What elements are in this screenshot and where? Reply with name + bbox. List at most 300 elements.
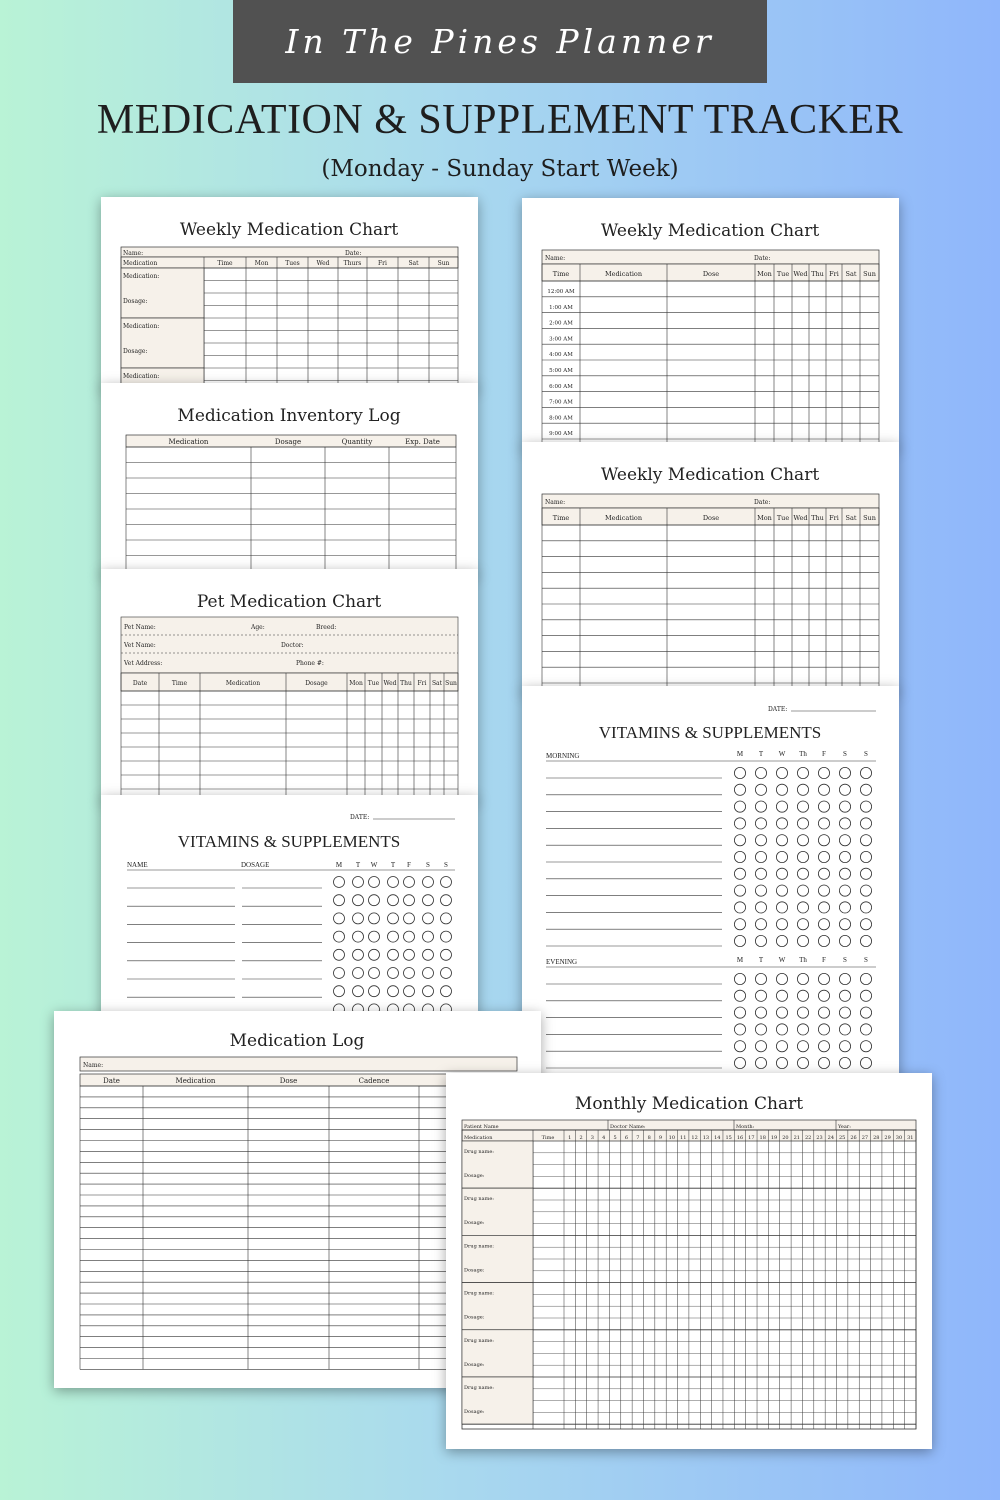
column-header-mon: Mon — [254, 260, 269, 267]
column-header-label: Fri — [829, 514, 839, 522]
medication-column-label: Medication — [464, 1135, 493, 1141]
check-circle — [734, 935, 745, 946]
check-circle — [388, 986, 399, 997]
log-column-header-label: Date — [103, 1077, 120, 1085]
day-number: 10 — [668, 1135, 676, 1141]
check-circle — [388, 877, 399, 888]
check-circle — [423, 877, 434, 888]
check-circle — [797, 784, 808, 795]
column-header-label: Time — [552, 270, 570, 278]
check-circle — [776, 1041, 787, 1052]
check-circle — [860, 784, 871, 795]
check-circle — [404, 986, 415, 997]
weekly-medication-chart-graphic — [101, 197, 478, 389]
day-letter: T — [758, 750, 764, 758]
check-circle — [797, 767, 808, 778]
pet-column-header-label: Sun — [445, 680, 457, 687]
vet-address-label: Vet Address: — [124, 660, 163, 667]
day-number: 18 — [759, 1135, 766, 1141]
check-circle — [441, 968, 452, 979]
check-circle — [797, 851, 808, 862]
check-circle — [797, 990, 808, 1001]
date-label: Date: — [345, 250, 362, 257]
check-circle — [776, 767, 787, 778]
day-number: 28 — [873, 1135, 880, 1141]
sheet-title: Medication Inventory Log — [177, 406, 401, 426]
check-circle — [441, 986, 452, 997]
check-circle — [369, 877, 380, 888]
check-circle — [353, 968, 364, 979]
day-letter: Th — [799, 750, 807, 758]
check-circle — [860, 835, 871, 846]
check-circle — [388, 949, 399, 960]
day-letter: T — [355, 861, 361, 869]
day-number: 4 — [602, 1135, 606, 1141]
sheet-title: Weekly Medication Chart — [179, 220, 399, 240]
pet-column-header-label: Sat — [431, 680, 443, 687]
day-number: 3 — [590, 1135, 594, 1141]
check-circle — [818, 1007, 829, 1018]
day-number: 1 — [568, 1135, 572, 1141]
column-header-sun: Sun — [437, 260, 450, 267]
day-letter: S — [864, 750, 868, 758]
check-circle — [755, 835, 766, 846]
name-bar — [80, 1057, 517, 1071]
check-circle — [334, 877, 345, 888]
breed-label: Breed: — [316, 624, 337, 631]
check-circle — [441, 895, 452, 906]
medication-field-label: Medication: — [123, 273, 160, 280]
check-circle — [860, 885, 871, 896]
check-circle — [776, 851, 787, 862]
check-circle — [776, 784, 787, 795]
day-number: 17 — [748, 1135, 755, 1141]
check-circle — [797, 835, 808, 846]
check-circle — [404, 949, 415, 960]
hour-label: 12:00 AM — [547, 289, 575, 295]
check-circle — [818, 1057, 829, 1068]
medication-field-label: Medication: — [123, 373, 160, 380]
pet-column-header-label: Fri — [417, 680, 427, 687]
check-circle — [818, 835, 829, 846]
inventory-column-header: Quantity — [341, 438, 373, 446]
check-circle — [839, 902, 850, 913]
check-circle — [369, 949, 380, 960]
check-circle — [818, 919, 829, 930]
check-circle — [839, 818, 850, 829]
day-letter: M — [736, 750, 744, 758]
check-circle — [388, 968, 399, 979]
check-circle — [369, 968, 380, 979]
check-circle — [839, 973, 850, 984]
check-circle — [776, 801, 787, 812]
name-date-bar — [121, 247, 458, 257]
check-circle — [334, 986, 345, 997]
dosage-field-label: Dosage: — [123, 298, 148, 305]
day-number: 29 — [884, 1135, 891, 1141]
name-column-label: NAME — [127, 861, 148, 869]
monthly-medication-chart-graphic — [446, 1073, 932, 1449]
check-circle — [797, 818, 808, 829]
hour-label: 4:00 AM — [549, 352, 573, 359]
check-circle — [860, 1057, 871, 1068]
check-circle — [353, 986, 364, 997]
check-circle — [818, 767, 829, 778]
column-header-label: Fri — [829, 270, 839, 278]
check-circle — [755, 801, 766, 812]
check-circle — [839, 784, 850, 795]
check-circle — [734, 1007, 745, 1018]
pet-column-header-label: Date — [132, 680, 148, 687]
dosage-label: Dosage: — [464, 1314, 485, 1321]
day-number: 23 — [816, 1135, 823, 1141]
check-circle — [818, 973, 829, 984]
day-number: 19 — [770, 1135, 778, 1141]
check-circle — [404, 913, 415, 924]
check-circle — [818, 801, 829, 812]
column-header-label: Wed — [793, 514, 808, 522]
page-subtitle: (Monday - Sunday Start Week) — [321, 156, 679, 182]
check-circle — [353, 949, 364, 960]
pet-column-header-label: Dosage — [305, 680, 328, 687]
drug-name-label: Drug name: — [464, 1385, 494, 1391]
check-circle — [423, 931, 434, 942]
day-number: 27 — [861, 1135, 869, 1141]
column-header-label: Wed — [793, 270, 808, 278]
hour-label: 1:00 AM — [549, 304, 573, 311]
time-column-label: Time — [541, 1135, 555, 1141]
hour-label: 6:00 AM — [549, 383, 573, 390]
check-circle — [776, 835, 787, 846]
check-circle — [334, 968, 345, 979]
page-title: MEDICATION & SUPPLEMENT TRACKER — [96, 97, 904, 143]
column-header-label: Time — [552, 514, 570, 522]
check-circle — [423, 949, 434, 960]
column-header-sat: Sat — [408, 260, 419, 267]
dosage-label: Dosage: — [464, 1173, 485, 1179]
check-circle — [755, 885, 766, 896]
check-circle — [423, 913, 434, 924]
medication-field-label: Medication: — [123, 323, 160, 330]
check-circle — [839, 935, 850, 946]
check-circle — [734, 902, 745, 913]
column-header-label: Tue — [776, 514, 790, 522]
check-circle — [839, 767, 850, 778]
check-circle — [860, 919, 871, 930]
check-circle — [797, 973, 808, 984]
hour-label: 9:00 AM — [549, 431, 573, 438]
pet-column-header-label: Time — [171, 680, 188, 687]
check-circle — [860, 767, 871, 778]
check-circle — [369, 931, 380, 942]
brand-banner — [233, 0, 767, 83]
day-letter: S — [426, 861, 430, 869]
date-label: Date: — [754, 499, 771, 506]
check-circle — [839, 868, 850, 879]
year-label: Year: — [838, 1124, 851, 1130]
day-letter: S — [444, 861, 448, 869]
check-circle — [839, 835, 850, 846]
check-circle — [755, 935, 766, 946]
day-number: 20 — [782, 1135, 789, 1141]
check-circle — [423, 895, 434, 906]
column-header-label: Sat — [845, 514, 857, 522]
date-line-label: DATE: — [350, 814, 370, 821]
pet-column-header-label: Tue — [367, 680, 380, 687]
check-circle — [404, 931, 415, 942]
day-number: 9 — [658, 1135, 663, 1141]
day-letter: M — [335, 861, 343, 869]
day-letter: Th — [799, 956, 807, 964]
check-circle — [441, 949, 452, 960]
check-circle — [860, 1007, 871, 1018]
vitamins-weekly-graphic — [101, 795, 478, 1017]
column-header-label: Mon — [757, 514, 772, 522]
check-circle — [734, 767, 745, 778]
check-circle — [734, 835, 745, 846]
column-header-label: Thu — [811, 270, 824, 278]
check-circle — [860, 1041, 871, 1052]
check-circle — [776, 990, 787, 1001]
day-letter: T — [758, 956, 764, 964]
dosage-column-label: DOSAGE — [241, 861, 270, 869]
column-header-label: Sat — [845, 270, 857, 278]
drug-name-label: Drug name: — [464, 1290, 494, 1297]
check-circle — [353, 931, 364, 942]
day-number: 11 — [680, 1135, 687, 1141]
check-circle — [818, 935, 829, 946]
check-circle — [755, 990, 766, 1001]
sheet-weekly-blank — [522, 442, 899, 692]
sheet-vitamins-weekly — [101, 795, 478, 1017]
check-circle — [818, 1024, 829, 1035]
check-circle — [860, 1024, 871, 1035]
check-circle — [776, 818, 787, 829]
check-circle — [369, 986, 380, 997]
check-circle — [734, 851, 745, 862]
sheet-weekly-hourly — [522, 198, 899, 448]
check-circle — [404, 968, 415, 979]
check-circle — [776, 868, 787, 879]
check-circle — [755, 1041, 766, 1052]
check-circle — [860, 851, 871, 862]
check-circle — [797, 935, 808, 946]
phone-label: Phone #: — [296, 660, 324, 667]
pet-medication-chart-graphic — [101, 569, 478, 801]
check-circle — [734, 1024, 745, 1035]
sheet-weekly-medication — [101, 197, 478, 389]
sheet-monthly-medication — [446, 1073, 932, 1449]
column-header-label: Mon — [757, 270, 772, 278]
column-header-wed: Wed — [316, 260, 330, 267]
check-circle — [776, 1007, 787, 1018]
day-letter: S — [843, 750, 847, 758]
hour-label: 8:00 AM — [549, 415, 573, 422]
name-label: Name: — [123, 250, 144, 257]
date-line-label: DATE: — [768, 706, 788, 713]
check-circle — [860, 818, 871, 829]
column-header-time: Time — [217, 260, 233, 267]
inventory-log-graphic — [101, 383, 478, 575]
pet-name-label: Pet Name: — [124, 624, 156, 631]
check-circle — [818, 818, 829, 829]
check-circle — [441, 931, 452, 942]
check-circle — [369, 913, 380, 924]
doctor-label: Doctor: — [281, 642, 304, 649]
check-circle — [776, 902, 787, 913]
column-header-thurs: Thurs — [343, 260, 362, 267]
sheet-title: Monthly Medication Chart — [574, 1094, 804, 1114]
check-circle — [734, 919, 745, 930]
pet-column-header-label: Wed — [383, 680, 397, 687]
check-circle — [839, 919, 850, 930]
log-column-header-label: Dose — [279, 1077, 298, 1085]
sheet-vitamins-morning-evening — [522, 686, 899, 1086]
day-number: 13 — [702, 1135, 710, 1141]
column-header-tues: Tues — [285, 260, 300, 267]
check-circle — [818, 990, 829, 1001]
check-circle — [755, 868, 766, 879]
check-circle — [776, 919, 787, 930]
check-circle — [818, 1041, 829, 1052]
age-label: Age: — [251, 624, 265, 631]
day-letter: S — [864, 956, 868, 964]
check-circle — [734, 818, 745, 829]
check-circle — [755, 851, 766, 862]
check-circle — [404, 877, 415, 888]
check-circle — [839, 885, 850, 896]
day-number: 30 — [895, 1135, 903, 1141]
day-letter: W — [778, 750, 786, 758]
check-circle — [797, 868, 808, 879]
drug-name-label: Drug name: — [464, 1196, 494, 1203]
check-circle — [388, 931, 399, 942]
hour-label: 3:00 AM — [549, 336, 573, 343]
check-circle — [353, 895, 364, 906]
check-circle — [755, 784, 766, 795]
weekly-hourly-chart-graphic — [522, 198, 899, 448]
dosage-label: Dosage: — [464, 1220, 485, 1227]
vitamins-morning-evening-graphic — [522, 686, 899, 1086]
day-letter: F — [822, 750, 826, 758]
day-letter: W — [778, 956, 786, 964]
day-number: 15 — [725, 1135, 732, 1141]
name-date-bar — [542, 250, 879, 264]
date-label: Date: — [754, 255, 771, 262]
check-circle — [755, 1057, 766, 1068]
check-circle — [839, 801, 850, 812]
column-header-label: Dose — [702, 270, 720, 278]
check-circle — [353, 877, 364, 888]
check-circle — [818, 784, 829, 795]
drug-name-label: Drug name: — [464, 1149, 494, 1155]
check-circle — [818, 868, 829, 879]
check-circle — [734, 1041, 745, 1052]
hour-label: 5:00 AM — [549, 368, 573, 374]
pet-column-header-label: Medication — [225, 680, 261, 687]
dosage-field-label: Dosage: — [123, 348, 148, 355]
check-circle — [369, 895, 380, 906]
check-circle — [776, 885, 787, 896]
check-circle — [860, 801, 871, 812]
check-circle — [734, 868, 745, 879]
column-header-label: Medication — [604, 514, 643, 522]
day-number: 31 — [907, 1135, 914, 1141]
vet-name-label: Vet Name: — [124, 642, 156, 649]
check-circle — [423, 968, 434, 979]
check-circle — [334, 931, 345, 942]
check-circle — [755, 1007, 766, 1018]
sheet-title: Pet Medication Chart — [196, 592, 382, 612]
check-circle — [860, 902, 871, 913]
day-number: 25 — [839, 1135, 846, 1141]
check-circle — [776, 1024, 787, 1035]
day-letter: F — [822, 956, 826, 964]
section-label: MORNING — [546, 752, 580, 760]
name-label: Name: — [545, 255, 566, 262]
check-circle — [755, 767, 766, 778]
column-header-medication: Medication — [123, 260, 158, 267]
check-circle — [839, 1024, 850, 1035]
pet-column-header-label: Mon — [349, 680, 363, 687]
check-circle — [734, 784, 745, 795]
column-header-label: Sun — [863, 270, 876, 278]
check-circle — [839, 1057, 850, 1068]
column-header-label: Thu — [811, 514, 824, 522]
check-circle — [818, 885, 829, 896]
day-number: 7 — [636, 1135, 640, 1141]
name-label: Name: — [83, 1062, 104, 1069]
column-header-label: Sun — [863, 514, 876, 522]
pet-column-header-label: Thu — [400, 680, 412, 687]
day-letter: F — [407, 861, 411, 869]
check-circle — [797, 1057, 808, 1068]
column-header-label: Medication — [604, 270, 643, 278]
sheet-pet-medication — [101, 569, 478, 801]
column-header-fri: Fri — [378, 260, 387, 267]
day-number: 22 — [804, 1135, 812, 1141]
day-number: 2 — [579, 1135, 583, 1141]
check-circle — [404, 895, 415, 906]
check-circle — [818, 851, 829, 862]
check-circle — [797, 1007, 808, 1018]
sheet-title: VITAMINS & SUPPLEMENTS — [598, 723, 822, 742]
column-header-label: Dose — [702, 514, 720, 522]
weekly-blank-chart-graphic — [522, 442, 899, 692]
check-circle — [797, 902, 808, 913]
day-number: 21 — [793, 1135, 800, 1141]
check-circle — [755, 818, 766, 829]
inventory-column-header: Dosage — [274, 438, 302, 446]
check-circle — [734, 801, 745, 812]
check-circle — [839, 851, 850, 862]
sheet-title: Weekly Medication Chart — [600, 465, 820, 485]
day-number: 24 — [827, 1135, 835, 1141]
check-circle — [797, 1041, 808, 1052]
day-number: 26 — [850, 1135, 857, 1141]
log-column-header-label: Medication — [175, 1077, 216, 1085]
drug-name-label: Drug name: — [464, 1243, 494, 1250]
check-circle — [755, 919, 766, 930]
check-circle — [334, 895, 345, 906]
check-circle — [860, 990, 871, 1001]
check-circle — [797, 885, 808, 896]
day-letter: T — [390, 861, 396, 869]
check-circle — [334, 913, 345, 924]
hour-label: 7:00 AM — [549, 399, 573, 406]
check-circle — [734, 1057, 745, 1068]
day-letter: W — [370, 861, 378, 869]
